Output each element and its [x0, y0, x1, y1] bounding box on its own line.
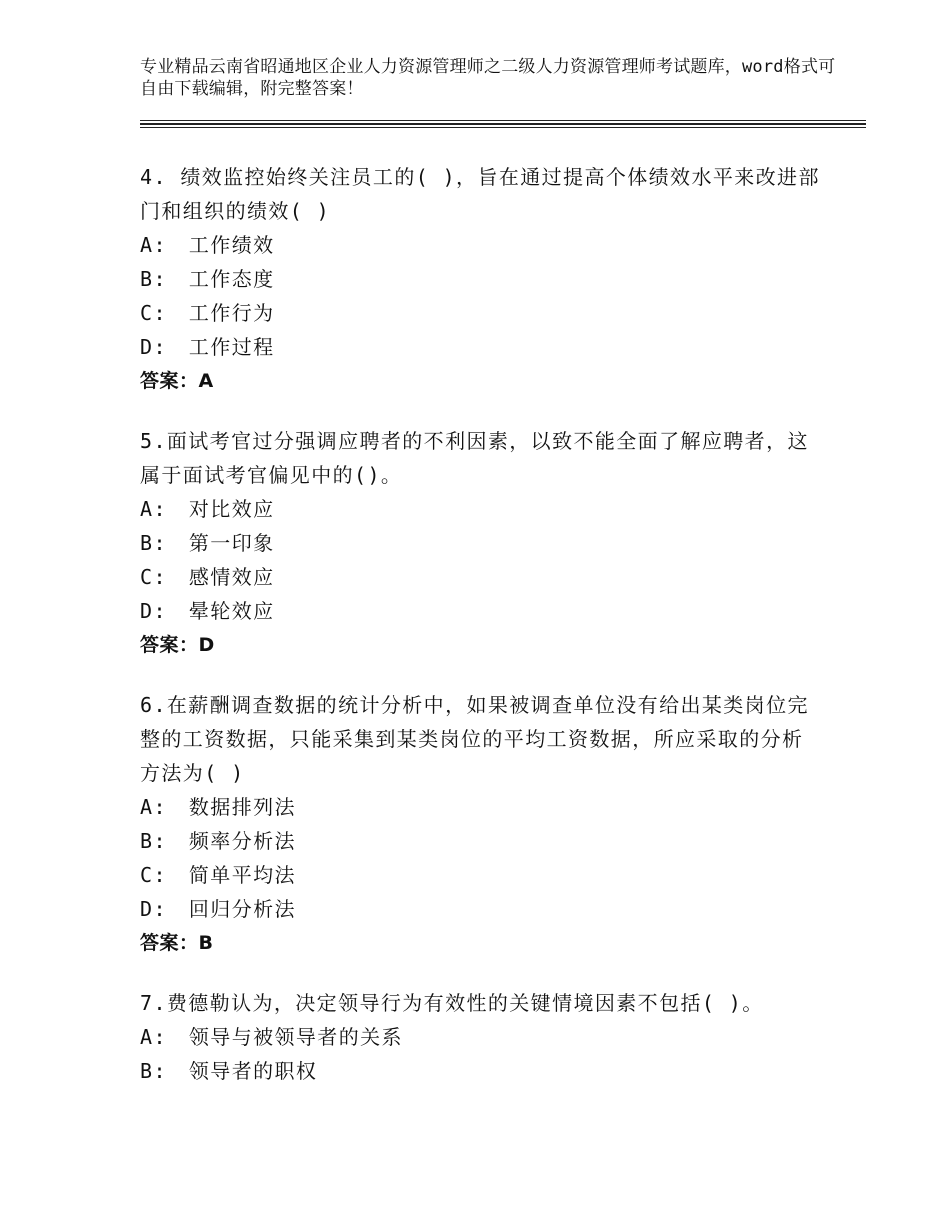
option-b — [140, 262, 820, 296]
option-text: 工作行为 — [188, 301, 275, 325]
option-a — [140, 790, 820, 824]
option-letter: B: — [140, 829, 167, 853]
option-text: 对比效应 — [188, 497, 275, 521]
option-letter: B: — [140, 531, 167, 555]
option-letter: A: — [140, 497, 167, 521]
option-d — [140, 330, 820, 364]
option-letter: D: — [140, 897, 167, 921]
option-letter: C: — [140, 565, 167, 589]
option-a — [140, 492, 820, 526]
option-a — [140, 1020, 820, 1054]
document-title: 专业精品云南省昭通地区企业人力资源管理师之二级人力资源管理师考试题库，word格式可自由下载编辑，附完整答案！ — [140, 57, 836, 99]
header-rule-middle — [140, 123, 866, 125]
option-letter: D: — [140, 599, 167, 623]
option-b — [140, 824, 820, 858]
option-letter: D: — [140, 335, 167, 359]
option-a — [140, 228, 820, 262]
question-5 — [140, 424, 820, 662]
option-text: 工作过程 — [188, 335, 275, 359]
option-d — [140, 594, 820, 628]
option-b — [140, 1054, 820, 1088]
option-letter: A: — [140, 1025, 167, 1049]
question-6 — [140, 688, 820, 960]
option-text: 简单平均法 — [188, 863, 296, 887]
option-letter: A: — [140, 233, 167, 257]
question-list — [140, 160, 820, 1114]
option-letter: A: — [140, 795, 167, 819]
option-text: 晕轮效应 — [188, 599, 275, 623]
question-text: 4. 绩效监控始终关注员工的( )，旨在通过提高个体绩效水平来改进部门和组织的绩效( ) — [140, 165, 820, 223]
option-text: 感情效应 — [188, 565, 275, 589]
answer-line: 答案：B — [140, 932, 214, 954]
option-letter: C: — [140, 301, 167, 325]
option-text: 工作态度 — [188, 267, 275, 291]
option-text: 领导与被领导者的关系 — [188, 1025, 403, 1049]
header-rule-top — [140, 120, 866, 121]
answer-line: 答案：D — [140, 634, 215, 656]
option-text: 领导者的职权 — [188, 1059, 318, 1083]
question-text: 5.面试考官过分强调应聘者的不利因素，以致不能全面了解应聘者，这属于面试考官偏见中的()。 — [140, 429, 809, 487]
option-text: 数据排列法 — [188, 795, 296, 819]
option-text: 频率分析法 — [188, 829, 296, 853]
option-text: 第一印象 — [188, 531, 275, 555]
option-letter: B: — [140, 267, 167, 291]
option-c — [140, 858, 820, 892]
header-rule-bottom — [140, 127, 866, 128]
question-7 — [140, 986, 820, 1088]
option-letter: B: — [140, 1059, 167, 1083]
option-text: 工作绩效 — [188, 233, 275, 257]
option-c — [140, 560, 820, 594]
question-text: 7.费德勒认为，决定领导行为有效性的关键情境因素不包括( )。 — [140, 991, 764, 1015]
option-b — [140, 526, 820, 560]
option-text: 回归分析法 — [188, 897, 296, 921]
option-d — [140, 892, 820, 926]
option-letter: C: — [140, 863, 167, 887]
question-4 — [140, 160, 820, 398]
question-text: 6.在薪酬调查数据的统计分析中，如果被调查单位没有给出某类岗位完整的工资数据，只能采集到某类岗位的平均工资数据，所应采取的分析方法为( ) — [140, 693, 809, 785]
option-c — [140, 296, 820, 330]
answer-line: 答案：A — [140, 370, 214, 392]
